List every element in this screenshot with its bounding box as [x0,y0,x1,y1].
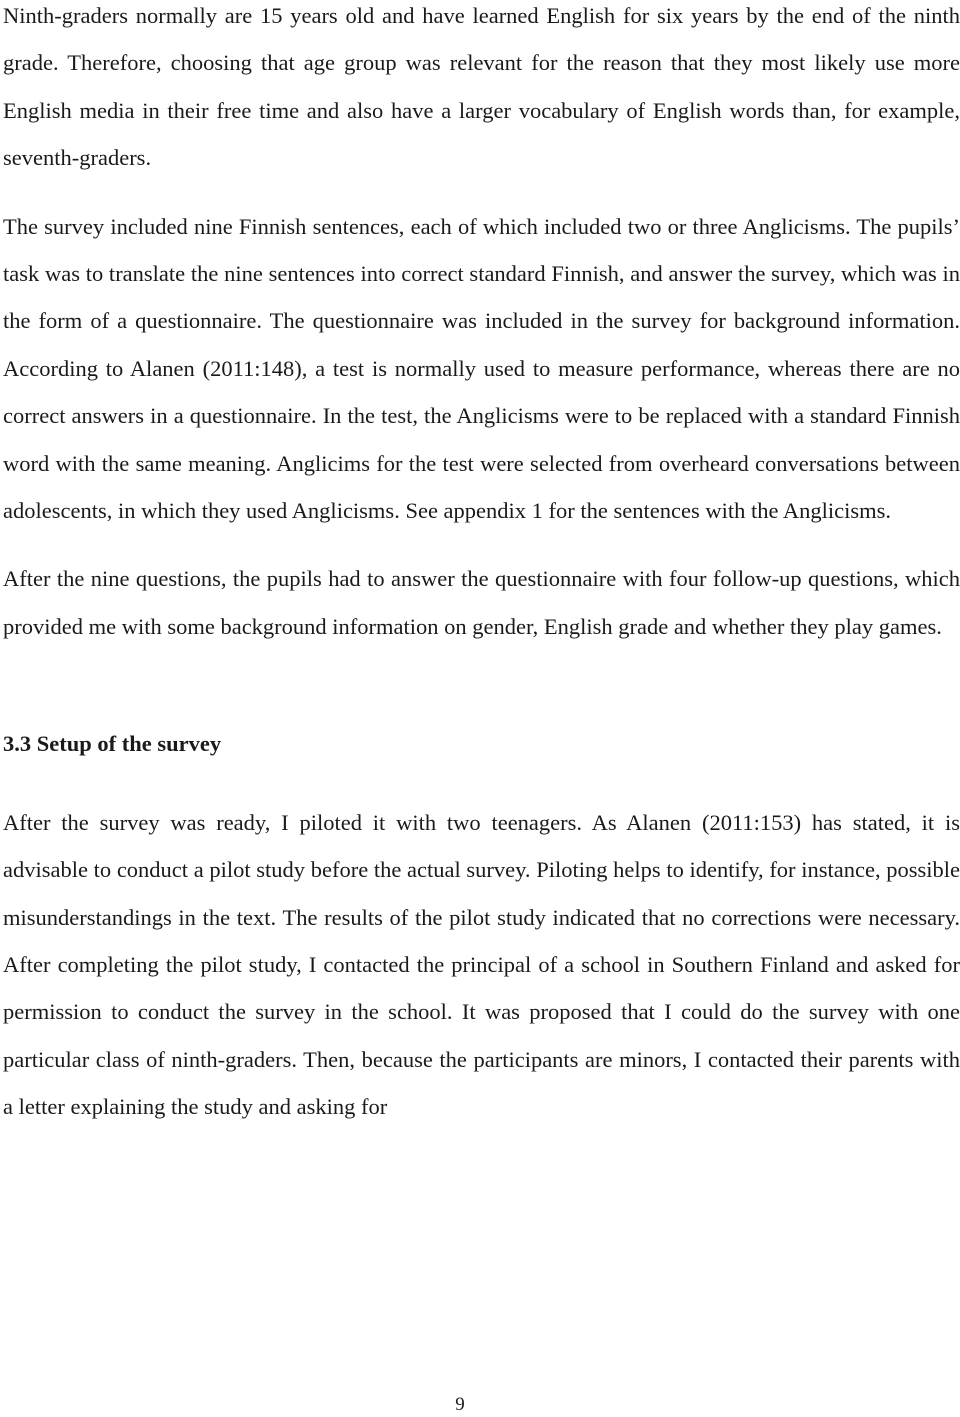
paragraph-pilot-study: After the survey was ready, I piloted it with two teenagers. As Alanen (2011:153) has stated, it is advisable to conduct a pilot study before the actual survey. Piloting helps to identify, for instance, possible misunderstandings in the text. The results of the pilot study indicated that no corrections were necessary. After completing the pilot study, I contacted the principal of a school in Southern Finland and asked for permission to conduct the survey in the school. It was proposed that I could do the survey with one particular class of ninth-graders. Then, because the participants are minors, I contacted their parents with a letter explaining the study and asking for [3,809,960,1120]
paragraph-follow-up-questions: After the nine questions, the pupils had to answer the questionnaire with four follow-up questions, which provided me with some background information on gender, English grade and whether they play games. [3,566,960,639]
page-number: 9 [455,1394,465,1415]
document-page [3,0,960,1131]
section-heading: 3.3 Setup of the survey [3,731,222,757]
section-spacer [3,650,960,720]
paragraph-survey-description: The survey included nine Finnish sentences, each of which included two or three Anglicisms. The pupils’ task was to translate the nine sentences into correct standard Finnish, and answer the survey, which was in the form of a questionnaire. The questionnaire was included in the survey for background information. According to Alanen (2011:148), a test is normally used to measure performance, whereas there are no correct answers in a questionnaire. In the test, the Anglicisms were to be replaced with a standard Finnish word with the same meaning. Anglicims for the test were selected from overheard conversations between adolescents, in which they used Anglicisms. See appendix 1 for the sentences with the Anglicisms. [3,213,960,524]
paragraph-spacer [3,182,960,203]
paragraph-ninth-graders: Ninth-graders normally are 15 years old and have learned English for six years by the end of the ninth grade. Therefore, choosing that age group was relevant for the reason that they most likely use more English media in their free time and also have a larger vocabulary of English words than, for example, seventh-graders. [3,3,960,171]
heading-spacer [3,768,960,799]
paragraph-spacer [3,534,960,555]
